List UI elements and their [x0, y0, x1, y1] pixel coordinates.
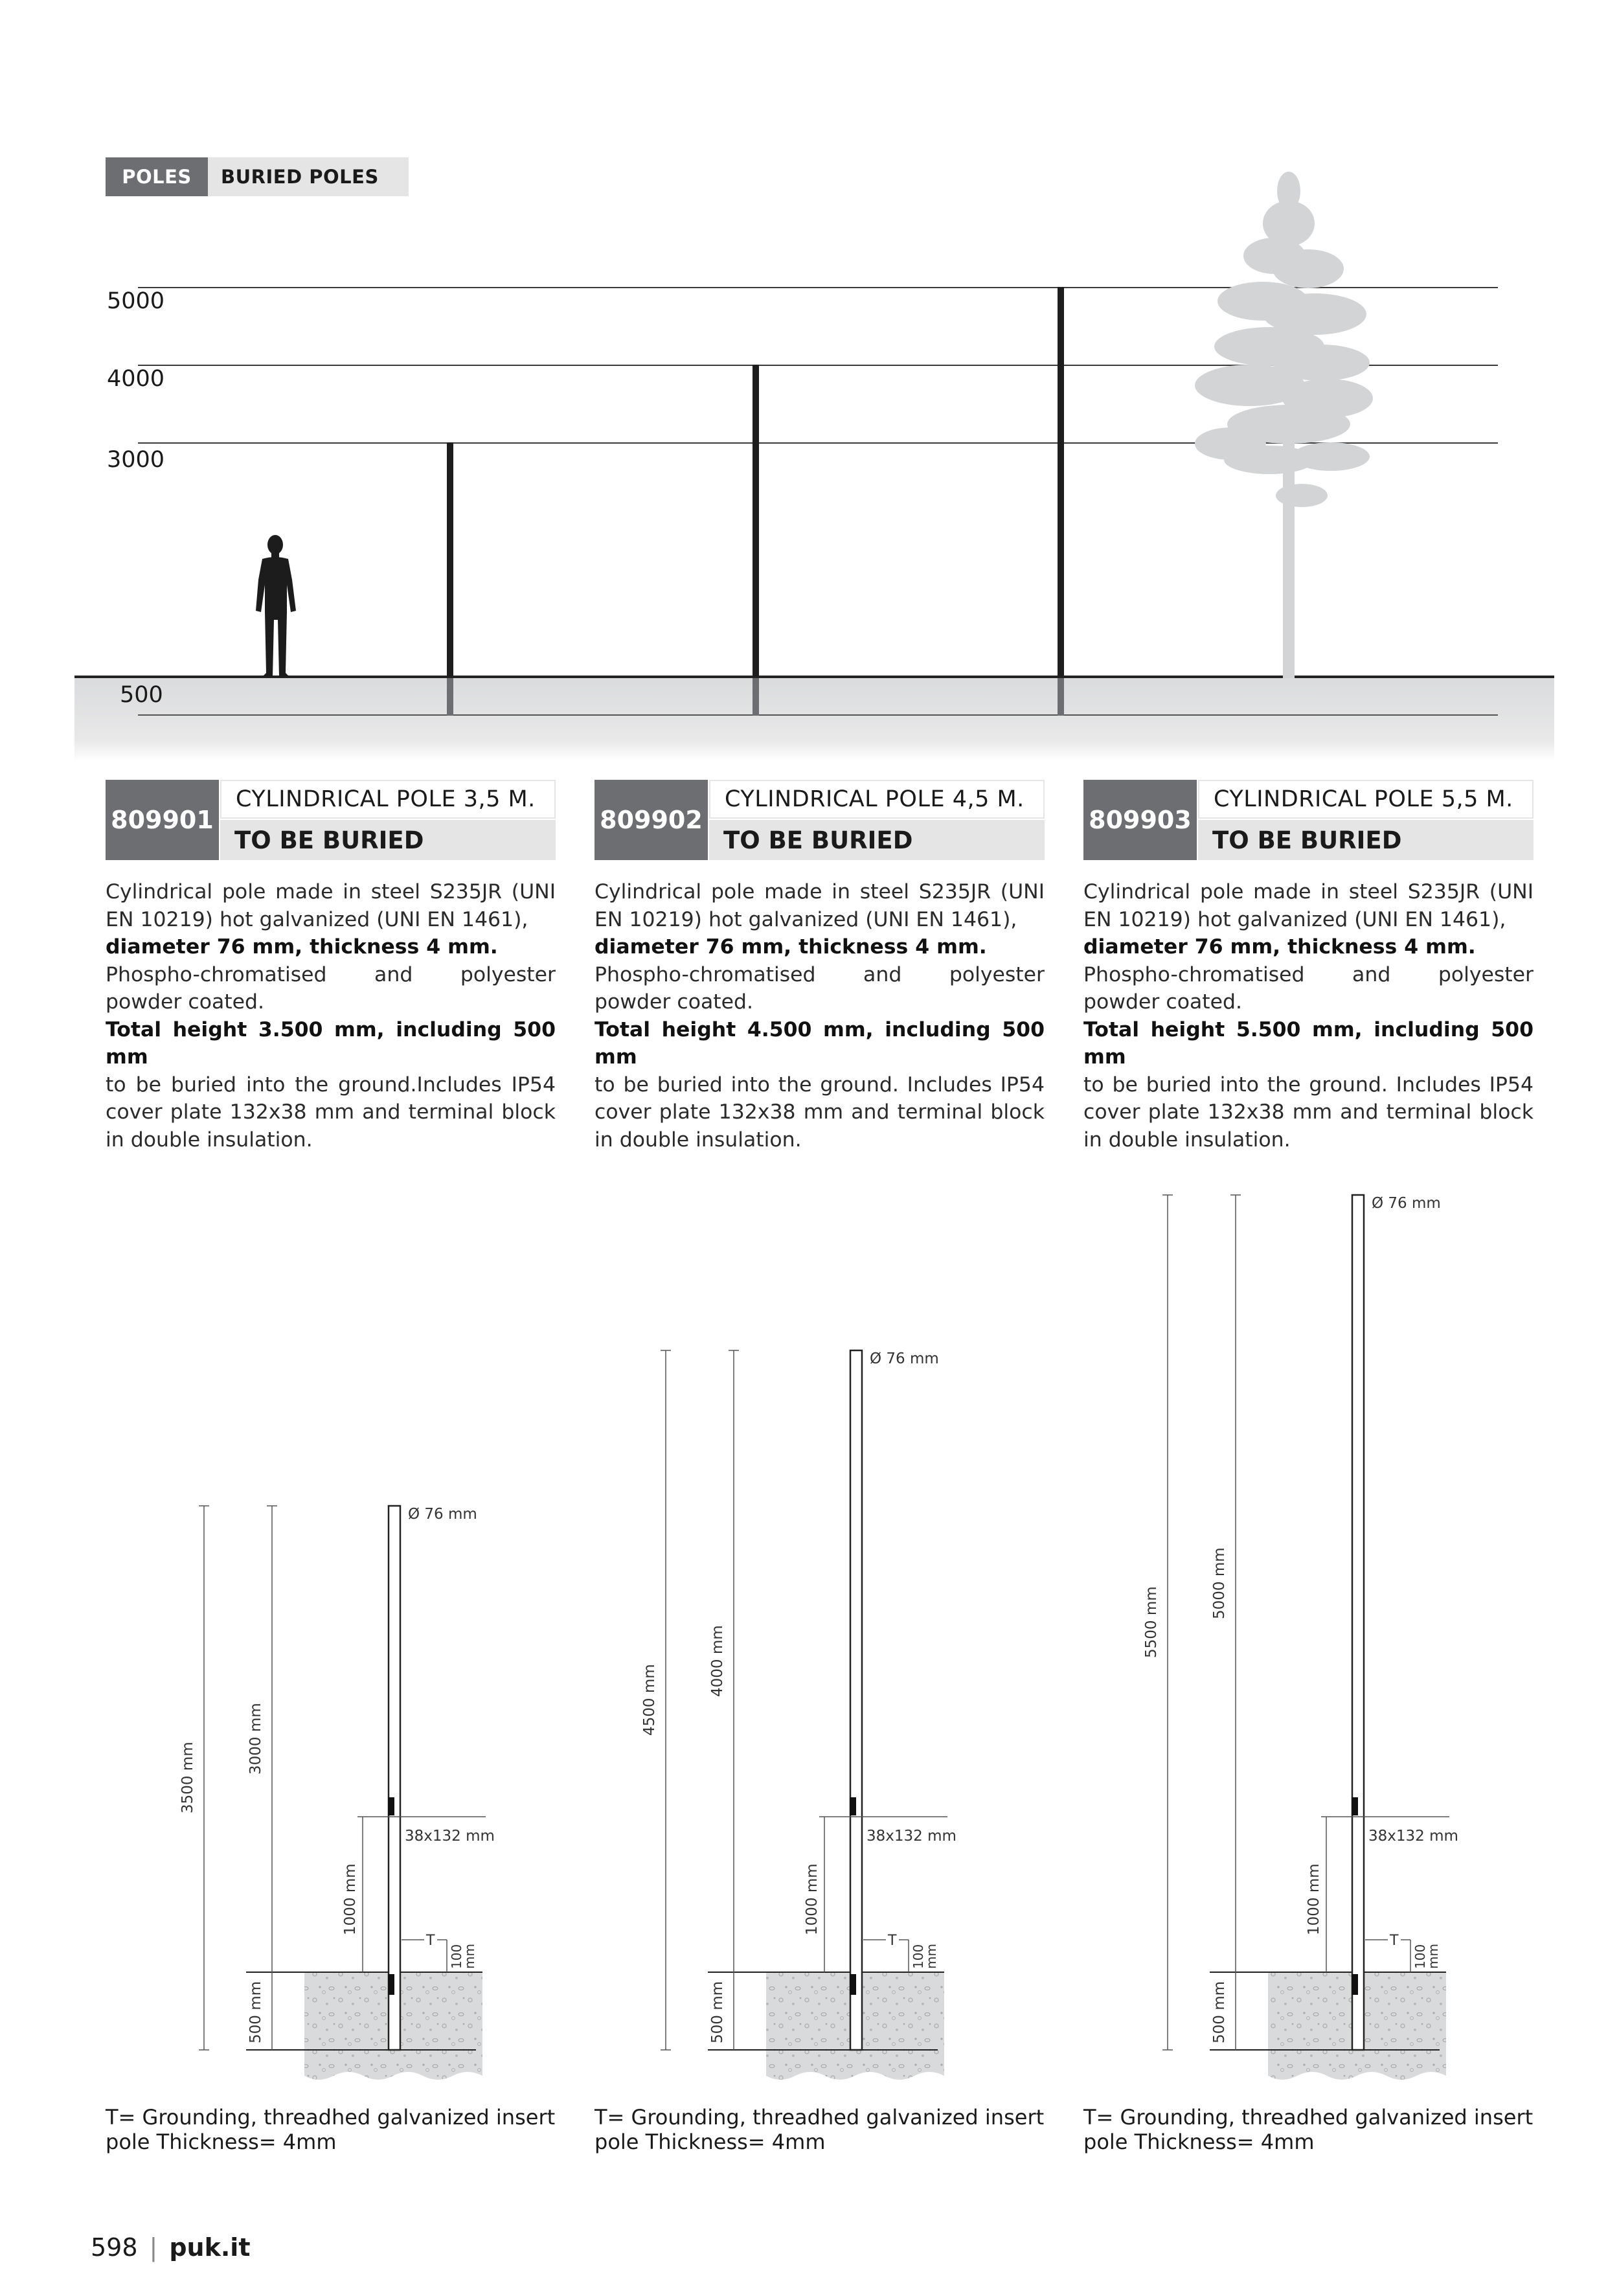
footer-separator: | — [149, 2233, 158, 2262]
pole-drawing-809902 — [641, 1350, 957, 2080]
dim-door-label: 1000 mm — [1306, 1863, 1322, 1935]
t-offset-unit: mm — [923, 1944, 939, 1969]
product-code: 809902 — [594, 780, 708, 860]
grounding-note: T= Grounding, threadhed galvanized insert pole Thickness= 4mm — [1083, 2105, 1534, 2154]
product-code: 809901 — [106, 780, 219, 860]
pole-outline — [389, 1506, 400, 2050]
buried-insert — [850, 1974, 856, 1995]
person-icon — [249, 534, 301, 678]
pole-4-5m — [753, 365, 759, 677]
tab-buried-poles[interactable]: BURIED POLES — [208, 157, 409, 196]
pole-4-5m-buried — [753, 678, 759, 716]
product-subtitle: TO BE BURIED — [1198, 820, 1534, 860]
site-link[interactable]: puk.it — [169, 2233, 251, 2262]
product-title: CYLINDRICAL POLE 4,5 M. — [709, 780, 1045, 819]
page-number: 598 — [91, 2233, 138, 2262]
product-description: Cylindrical pole made in steel S235JR (UNI EN 10219) hot galvanized (UNI EN 1461), diameter 76 mm, thickness 4 mm. Phospho-chromatised and polyester powder coated. Total height 3.500 mm, including 500 mm to be buried into the ground.Includes IP54 cover plate 132x38 mm and terminal block in double insulation. — [106, 880, 556, 1152]
dim-buried-label: 500 mm — [709, 1981, 726, 2043]
label-5000: 5000 — [107, 288, 165, 314]
t-label: T — [426, 1933, 435, 1949]
product-code: 809903 — [1083, 780, 1197, 860]
soil-section — [766, 1972, 944, 2080]
label-4000: 4000 — [107, 366, 165, 392]
cover-plate — [1352, 1797, 1358, 1815]
t-label: T — [888, 1933, 897, 1949]
dim-above-label: 4000 mm — [709, 1625, 726, 1697]
tree-icon — [1192, 172, 1386, 678]
t-offset-label: 100 — [911, 1944, 926, 1969]
dim-door-label: 1000 mm — [342, 1863, 359, 1935]
pole-3-5m-buried — [447, 678, 453, 716]
diameter-label: Ø 76 mm — [408, 1506, 477, 1523]
t-label: T — [1390, 1933, 1399, 1949]
plate-size-label: 38x132 mm — [405, 1828, 495, 1845]
cover-plate — [850, 1797, 856, 1815]
dim-buried-label: 500 mm — [1211, 1981, 1228, 2043]
product-description: Cylindrical pole made in steel S235JR (UNI EN 10219) hot galvanized (UNI EN 1461), diameter 76 mm, thickness 4 mm. Phospho-chromatised and polyester powder coated. Total height 5.500 mm, including 500 mm to be buried into the ground. Includes IP54 cover plate 132x38 mm and terminal block in double insulation. — [1083, 880, 1534, 1152]
label-500: 500 — [120, 682, 163, 708]
soil-section — [1268, 1972, 1446, 2080]
t-offset-unit: mm — [462, 1944, 477, 1969]
product-subtitle: TO BE BURIED — [709, 820, 1045, 860]
plate-size-label: 38x132 mm — [866, 1828, 957, 1845]
product-description: Cylindrical pole made in steel S235JR (UNI EN 10219) hot galvanized (UNI EN 1461), diameter 76 mm, thickness 4 mm. Phospho-chromatised and polyester powder coated. Total height 4.500 mm, including 500 mm to be buried into the ground. Includes IP54 cover plate 132x38 mm and terminal block in double insulation. — [594, 880, 1045, 1152]
dim-total-label: 3500 mm — [179, 1742, 196, 1813]
pole-5-5m — [1058, 287, 1064, 677]
dim-total-label: 5500 mm — [1143, 1586, 1160, 1658]
label-3000: 3000 — [107, 447, 165, 473]
plate-size-label: 38x132 mm — [1368, 1828, 1458, 1845]
dim-total-label: 4500 mm — [641, 1664, 658, 1736]
cover-plate — [388, 1797, 394, 1815]
pole-outline — [1352, 1195, 1364, 2050]
product-subtitle: TO BE BURIED — [220, 820, 556, 860]
soil-section — [304, 1972, 482, 2080]
pole-drawing-809903 — [1143, 1195, 1458, 2080]
buried-insert — [388, 1974, 394, 1995]
t-offset-label: 100 — [449, 1944, 464, 1969]
gridline-500 — [138, 714, 1498, 716]
page-footer — [91, 2233, 251, 2262]
t-offset-unit: mm — [1425, 1944, 1441, 1969]
ground-section — [74, 677, 1554, 761]
pole-drawing-809901 — [179, 1506, 495, 2080]
diameter-label: Ø 76 mm — [870, 1350, 939, 1367]
dim-buried-label: 500 mm — [247, 1981, 264, 2043]
grounding-note: T= Grounding, threadhed galvanized insert pole Thickness= 4mm — [106, 2105, 556, 2154]
product-title: CYLINDRICAL POLE 5,5 M. — [1198, 780, 1534, 819]
dim-above-label: 3000 mm — [247, 1703, 264, 1775]
t-offset-label: 100 — [1412, 1944, 1428, 1969]
product-title: CYLINDRICAL POLE 3,5 M. — [220, 780, 556, 819]
diameter-label: Ø 76 mm — [1372, 1195, 1441, 1212]
pole-outline — [850, 1350, 862, 2050]
tab-poles[interactable]: POLES — [106, 157, 208, 196]
dim-above-label: 5000 mm — [1211, 1547, 1228, 1619]
grounding-note: T= Grounding, threadhed galvanized insert pole Thickness= 4mm — [594, 2105, 1045, 2154]
pole-3-5m — [447, 442, 453, 677]
buried-insert — [1352, 1974, 1358, 1995]
dim-door-label: 1000 mm — [804, 1863, 821, 1935]
pole-5-5m-buried — [1058, 678, 1064, 716]
